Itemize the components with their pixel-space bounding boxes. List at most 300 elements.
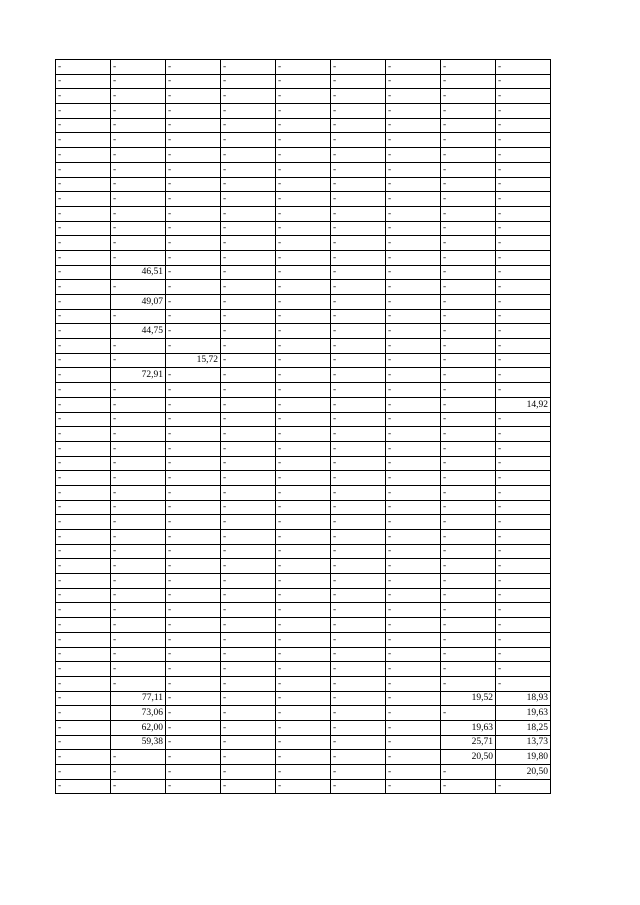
table-row bbox=[56, 632, 551, 647]
table-row bbox=[56, 60, 551, 75]
table-cell: - bbox=[496, 133, 551, 148]
table-cell: 62,00 bbox=[111, 720, 166, 735]
table-cell: - bbox=[496, 104, 551, 119]
table-cell: - bbox=[111, 544, 166, 559]
table-cell: 18,93 bbox=[496, 691, 551, 706]
table-cell: - bbox=[386, 632, 441, 647]
table-cell: - bbox=[331, 295, 386, 310]
table-cell: - bbox=[496, 309, 551, 324]
table-cell: 13,73 bbox=[496, 735, 551, 750]
table-cell: - bbox=[496, 383, 551, 398]
table-row bbox=[56, 339, 551, 354]
table-cell: - bbox=[276, 471, 331, 486]
table-cell: - bbox=[496, 471, 551, 486]
table-cell: - bbox=[496, 148, 551, 163]
table-cell: - bbox=[386, 353, 441, 368]
table-cell: - bbox=[166, 662, 221, 677]
table-cell: - bbox=[56, 148, 111, 163]
table-cell: - bbox=[276, 265, 331, 280]
table-cell: - bbox=[331, 588, 386, 603]
table-row bbox=[56, 485, 551, 500]
table-row bbox=[56, 530, 551, 545]
table-cell: - bbox=[496, 662, 551, 677]
table-cell: - bbox=[56, 720, 111, 735]
table-cell: - bbox=[386, 574, 441, 589]
table-cell: - bbox=[221, 324, 276, 339]
table-cell: - bbox=[166, 74, 221, 89]
table-cell: - bbox=[221, 662, 276, 677]
table-cell: - bbox=[221, 206, 276, 221]
table-cell: - bbox=[331, 236, 386, 251]
table-cell: - bbox=[386, 456, 441, 471]
table-row bbox=[56, 74, 551, 89]
table-row bbox=[56, 206, 551, 221]
table-cell: - bbox=[56, 441, 111, 456]
table-cell: - bbox=[276, 280, 331, 295]
table-cell: - bbox=[166, 427, 221, 442]
table-cell: - bbox=[111, 574, 166, 589]
table-cell: - bbox=[441, 221, 496, 236]
table-cell: - bbox=[441, 412, 496, 427]
table-cell: - bbox=[276, 397, 331, 412]
table-cell: - bbox=[56, 706, 111, 721]
table-cell: - bbox=[166, 456, 221, 471]
table-row bbox=[56, 133, 551, 148]
table-cell: - bbox=[221, 118, 276, 133]
table-cell: - bbox=[111, 177, 166, 192]
table-cell: - bbox=[111, 676, 166, 691]
table-row bbox=[56, 353, 551, 368]
table-cell: - bbox=[496, 603, 551, 618]
table-cell: - bbox=[56, 559, 111, 574]
table-cell: - bbox=[441, 295, 496, 310]
table-cell: - bbox=[111, 133, 166, 148]
table-cell: 72,91 bbox=[111, 368, 166, 383]
table-cell: - bbox=[331, 383, 386, 398]
table-cell: - bbox=[166, 588, 221, 603]
table-cell: - bbox=[56, 74, 111, 89]
table-row bbox=[56, 574, 551, 589]
table-cell: 19,80 bbox=[496, 750, 551, 765]
table-cell: - bbox=[386, 118, 441, 133]
table-cell: - bbox=[441, 779, 496, 794]
table-cell: - bbox=[386, 104, 441, 119]
table-cell: - bbox=[166, 750, 221, 765]
table-cell: - bbox=[56, 662, 111, 677]
table-cell: - bbox=[276, 588, 331, 603]
table-cell: - bbox=[221, 148, 276, 163]
table-cell: - bbox=[111, 60, 166, 75]
table-cell: - bbox=[496, 324, 551, 339]
table-cell: - bbox=[441, 662, 496, 677]
table-cell: - bbox=[331, 397, 386, 412]
table-cell: - bbox=[111, 427, 166, 442]
table-cell: - bbox=[166, 603, 221, 618]
table-cell: - bbox=[56, 295, 111, 310]
table-row bbox=[56, 118, 551, 133]
table-cell: - bbox=[386, 735, 441, 750]
table-cell: - bbox=[221, 735, 276, 750]
table-cell: - bbox=[111, 397, 166, 412]
table-row bbox=[56, 691, 551, 706]
table-row bbox=[56, 192, 551, 207]
table-cell: - bbox=[386, 662, 441, 677]
table-cell: - bbox=[331, 676, 386, 691]
table-cell: 14,92 bbox=[496, 397, 551, 412]
table-row bbox=[56, 456, 551, 471]
table-cell: - bbox=[496, 441, 551, 456]
table-cell: - bbox=[276, 676, 331, 691]
table-cell: - bbox=[111, 250, 166, 265]
table-cell: - bbox=[331, 647, 386, 662]
table-cell: - bbox=[276, 632, 331, 647]
table-cell: - bbox=[441, 456, 496, 471]
table-cell: - bbox=[166, 574, 221, 589]
table-row bbox=[56, 104, 551, 119]
table-cell: - bbox=[441, 368, 496, 383]
table-cell: 77,11 bbox=[111, 691, 166, 706]
table-row bbox=[56, 500, 551, 515]
table-cell: - bbox=[56, 618, 111, 633]
table-cell: - bbox=[166, 647, 221, 662]
table-cell: - bbox=[221, 574, 276, 589]
table-cell: - bbox=[496, 485, 551, 500]
table-row bbox=[56, 221, 551, 236]
table-cell: - bbox=[56, 192, 111, 207]
table-cell: - bbox=[331, 412, 386, 427]
table-cell: - bbox=[331, 544, 386, 559]
table-cell: - bbox=[111, 104, 166, 119]
table-cell: - bbox=[441, 588, 496, 603]
table-cell: - bbox=[276, 74, 331, 89]
table-cell: - bbox=[111, 588, 166, 603]
table-cell: 46,51 bbox=[111, 265, 166, 280]
table-cell: - bbox=[221, 74, 276, 89]
table-cell: - bbox=[441, 544, 496, 559]
table-cell: - bbox=[331, 530, 386, 545]
table-cell: - bbox=[166, 779, 221, 794]
table-cell: - bbox=[166, 162, 221, 177]
table-cell: - bbox=[331, 89, 386, 104]
table-cell: - bbox=[276, 206, 331, 221]
table-cell: - bbox=[221, 177, 276, 192]
table-cell: - bbox=[221, 720, 276, 735]
table-row bbox=[56, 618, 551, 633]
table-cell: - bbox=[56, 236, 111, 251]
table-cell: - bbox=[386, 265, 441, 280]
table-cell: - bbox=[496, 412, 551, 427]
table-cell: - bbox=[496, 544, 551, 559]
table-row bbox=[56, 412, 551, 427]
table-cell: - bbox=[56, 177, 111, 192]
table-cell: - bbox=[166, 148, 221, 163]
table-row bbox=[56, 647, 551, 662]
table-cell: - bbox=[496, 192, 551, 207]
table-cell: - bbox=[386, 691, 441, 706]
table-cell: - bbox=[441, 559, 496, 574]
table-cell: - bbox=[496, 632, 551, 647]
table-cell: - bbox=[56, 206, 111, 221]
table-cell: - bbox=[276, 559, 331, 574]
table-cell: - bbox=[166, 265, 221, 280]
table-cell: 20,50 bbox=[496, 765, 551, 780]
table-cell: - bbox=[331, 603, 386, 618]
table-cell: - bbox=[166, 89, 221, 104]
table-cell: - bbox=[166, 397, 221, 412]
table-cell: - bbox=[56, 89, 111, 104]
table-cell: - bbox=[166, 485, 221, 500]
table-cell: - bbox=[386, 530, 441, 545]
table-cell: - bbox=[111, 221, 166, 236]
table-cell: - bbox=[496, 647, 551, 662]
table-cell: - bbox=[56, 324, 111, 339]
table-cell: - bbox=[496, 250, 551, 265]
table-row bbox=[56, 177, 551, 192]
table-cell: - bbox=[276, 118, 331, 133]
table-cell: - bbox=[111, 765, 166, 780]
table-cell: - bbox=[441, 427, 496, 442]
table-cell: - bbox=[56, 456, 111, 471]
table-cell: - bbox=[331, 60, 386, 75]
table-cell: - bbox=[496, 236, 551, 251]
table-cell: - bbox=[111, 530, 166, 545]
table-row bbox=[56, 397, 551, 412]
table-cell: - bbox=[331, 206, 386, 221]
table-cell: 15,72 bbox=[166, 353, 221, 368]
table-cell: - bbox=[276, 192, 331, 207]
table-cell: - bbox=[276, 162, 331, 177]
table-cell: - bbox=[221, 750, 276, 765]
table-cell: - bbox=[276, 236, 331, 251]
table-cell: - bbox=[331, 441, 386, 456]
table-cell: - bbox=[276, 309, 331, 324]
table-cell: - bbox=[441, 324, 496, 339]
table-cell: - bbox=[166, 295, 221, 310]
table-row bbox=[56, 324, 551, 339]
table-cell: - bbox=[166, 280, 221, 295]
table-cell: - bbox=[331, 750, 386, 765]
table-cell: - bbox=[276, 60, 331, 75]
table-cell: - bbox=[276, 104, 331, 119]
table-cell: - bbox=[386, 544, 441, 559]
table-cell: - bbox=[386, 236, 441, 251]
table-cell: - bbox=[111, 192, 166, 207]
table-cell: - bbox=[276, 574, 331, 589]
table-cell: - bbox=[56, 530, 111, 545]
table-cell: 19,52 bbox=[441, 691, 496, 706]
table-cell: - bbox=[441, 133, 496, 148]
table-cell: - bbox=[166, 735, 221, 750]
table-cell: - bbox=[276, 603, 331, 618]
table-cell: - bbox=[56, 485, 111, 500]
table-cell: - bbox=[496, 574, 551, 589]
table-cell: - bbox=[496, 118, 551, 133]
table-cell: - bbox=[386, 559, 441, 574]
table-cell: - bbox=[166, 221, 221, 236]
table-cell: - bbox=[56, 676, 111, 691]
table-cell: - bbox=[496, 60, 551, 75]
table-cell: - bbox=[111, 383, 166, 398]
table-cell: - bbox=[56, 118, 111, 133]
table-cell: - bbox=[386, 588, 441, 603]
table-cell: - bbox=[221, 353, 276, 368]
table-cell: - bbox=[56, 691, 111, 706]
table-cell: - bbox=[441, 339, 496, 354]
table-cell: - bbox=[111, 779, 166, 794]
table-cell: - bbox=[166, 544, 221, 559]
table-cell: - bbox=[56, 368, 111, 383]
table-cell: - bbox=[111, 412, 166, 427]
table-cell: - bbox=[331, 691, 386, 706]
table-row bbox=[56, 706, 551, 721]
table-cell: - bbox=[111, 206, 166, 221]
table-cell: - bbox=[111, 74, 166, 89]
table-cell: 18,25 bbox=[496, 720, 551, 735]
table-cell: - bbox=[331, 177, 386, 192]
table-row bbox=[56, 676, 551, 691]
table-cell: - bbox=[221, 412, 276, 427]
table-cell: - bbox=[386, 750, 441, 765]
table-cell: - bbox=[221, 603, 276, 618]
table-cell: - bbox=[331, 559, 386, 574]
table-cell: - bbox=[441, 104, 496, 119]
table-cell: 73,06 bbox=[111, 706, 166, 721]
table-row bbox=[56, 162, 551, 177]
table-cell: - bbox=[276, 618, 331, 633]
table-cell: - bbox=[441, 397, 496, 412]
table-cell: - bbox=[386, 368, 441, 383]
table-row bbox=[56, 559, 551, 574]
table-cell: - bbox=[276, 735, 331, 750]
table-cell: - bbox=[221, 250, 276, 265]
table-cell: - bbox=[496, 427, 551, 442]
table-cell: - bbox=[166, 177, 221, 192]
table-cell: - bbox=[386, 427, 441, 442]
table-cell: - bbox=[441, 192, 496, 207]
table-cell: - bbox=[221, 397, 276, 412]
table-cell: - bbox=[496, 500, 551, 515]
table-cell: - bbox=[166, 471, 221, 486]
table-cell: - bbox=[56, 60, 111, 75]
table-cell: - bbox=[441, 60, 496, 75]
table-cell: - bbox=[221, 632, 276, 647]
table-cell: - bbox=[221, 441, 276, 456]
table-cell: - bbox=[441, 647, 496, 662]
table-cell: - bbox=[441, 485, 496, 500]
table-cell: - bbox=[111, 632, 166, 647]
table-cell: - bbox=[386, 177, 441, 192]
table-cell: - bbox=[441, 676, 496, 691]
table-cell: - bbox=[331, 339, 386, 354]
table-cell: - bbox=[56, 353, 111, 368]
table-cell: - bbox=[496, 162, 551, 177]
table-cell: - bbox=[166, 618, 221, 633]
table-cell: - bbox=[441, 618, 496, 633]
table-cell: - bbox=[331, 353, 386, 368]
table-cell: - bbox=[386, 148, 441, 163]
table-row bbox=[56, 441, 551, 456]
table-cell: - bbox=[221, 456, 276, 471]
table-cell: - bbox=[56, 427, 111, 442]
table-cell: - bbox=[496, 280, 551, 295]
table-cell: - bbox=[56, 383, 111, 398]
table-cell: - bbox=[221, 588, 276, 603]
table-row bbox=[56, 148, 551, 163]
table-cell: - bbox=[441, 177, 496, 192]
table-cell: - bbox=[331, 192, 386, 207]
table-row bbox=[56, 309, 551, 324]
table-cell: - bbox=[331, 309, 386, 324]
table-cell: - bbox=[331, 148, 386, 163]
table-cell: - bbox=[386, 603, 441, 618]
table-cell: - bbox=[166, 765, 221, 780]
table-cell: - bbox=[441, 250, 496, 265]
table-cell: - bbox=[331, 720, 386, 735]
table-cell: - bbox=[111, 647, 166, 662]
table-cell: - bbox=[166, 324, 221, 339]
table-cell: - bbox=[386, 133, 441, 148]
table-cell: - bbox=[111, 750, 166, 765]
table-cell: - bbox=[441, 632, 496, 647]
table-cell: - bbox=[496, 456, 551, 471]
table-cell: - bbox=[331, 118, 386, 133]
table-cell: - bbox=[276, 515, 331, 530]
table-cell: - bbox=[221, 104, 276, 119]
table-cell: - bbox=[221, 765, 276, 780]
table-cell: - bbox=[496, 559, 551, 574]
table-row bbox=[56, 544, 551, 559]
table-cell: - bbox=[221, 192, 276, 207]
table-cell: - bbox=[166, 236, 221, 251]
table-cell: - bbox=[221, 676, 276, 691]
table-cell: - bbox=[496, 206, 551, 221]
table-cell: - bbox=[441, 441, 496, 456]
table-cell: - bbox=[111, 236, 166, 251]
table-cell: - bbox=[331, 427, 386, 442]
table-cell: - bbox=[386, 74, 441, 89]
table-cell: - bbox=[386, 295, 441, 310]
table-cell: - bbox=[441, 603, 496, 618]
table-cell: - bbox=[386, 383, 441, 398]
table-cell: - bbox=[166, 441, 221, 456]
table-cell: - bbox=[56, 588, 111, 603]
table-cell: - bbox=[386, 471, 441, 486]
table-cell: - bbox=[56, 647, 111, 662]
table-cell: - bbox=[441, 515, 496, 530]
table-cell: - bbox=[111, 148, 166, 163]
table-cell: - bbox=[56, 603, 111, 618]
table-cell: - bbox=[276, 177, 331, 192]
table-cell: - bbox=[111, 441, 166, 456]
table-cell: - bbox=[276, 720, 331, 735]
table-cell: - bbox=[331, 735, 386, 750]
table-cell: - bbox=[221, 485, 276, 500]
table-cell: - bbox=[221, 618, 276, 633]
table-cell: - bbox=[221, 706, 276, 721]
table-cell: - bbox=[56, 765, 111, 780]
table-cell: - bbox=[166, 133, 221, 148]
table-cell: - bbox=[386, 221, 441, 236]
table-cell: - bbox=[331, 162, 386, 177]
table-cell: - bbox=[56, 162, 111, 177]
table-cell: - bbox=[221, 500, 276, 515]
table-row bbox=[56, 603, 551, 618]
table-cell: - bbox=[56, 574, 111, 589]
table-cell: - bbox=[166, 60, 221, 75]
table-cell: - bbox=[111, 618, 166, 633]
table-cell: - bbox=[386, 162, 441, 177]
table-cell: - bbox=[56, 412, 111, 427]
